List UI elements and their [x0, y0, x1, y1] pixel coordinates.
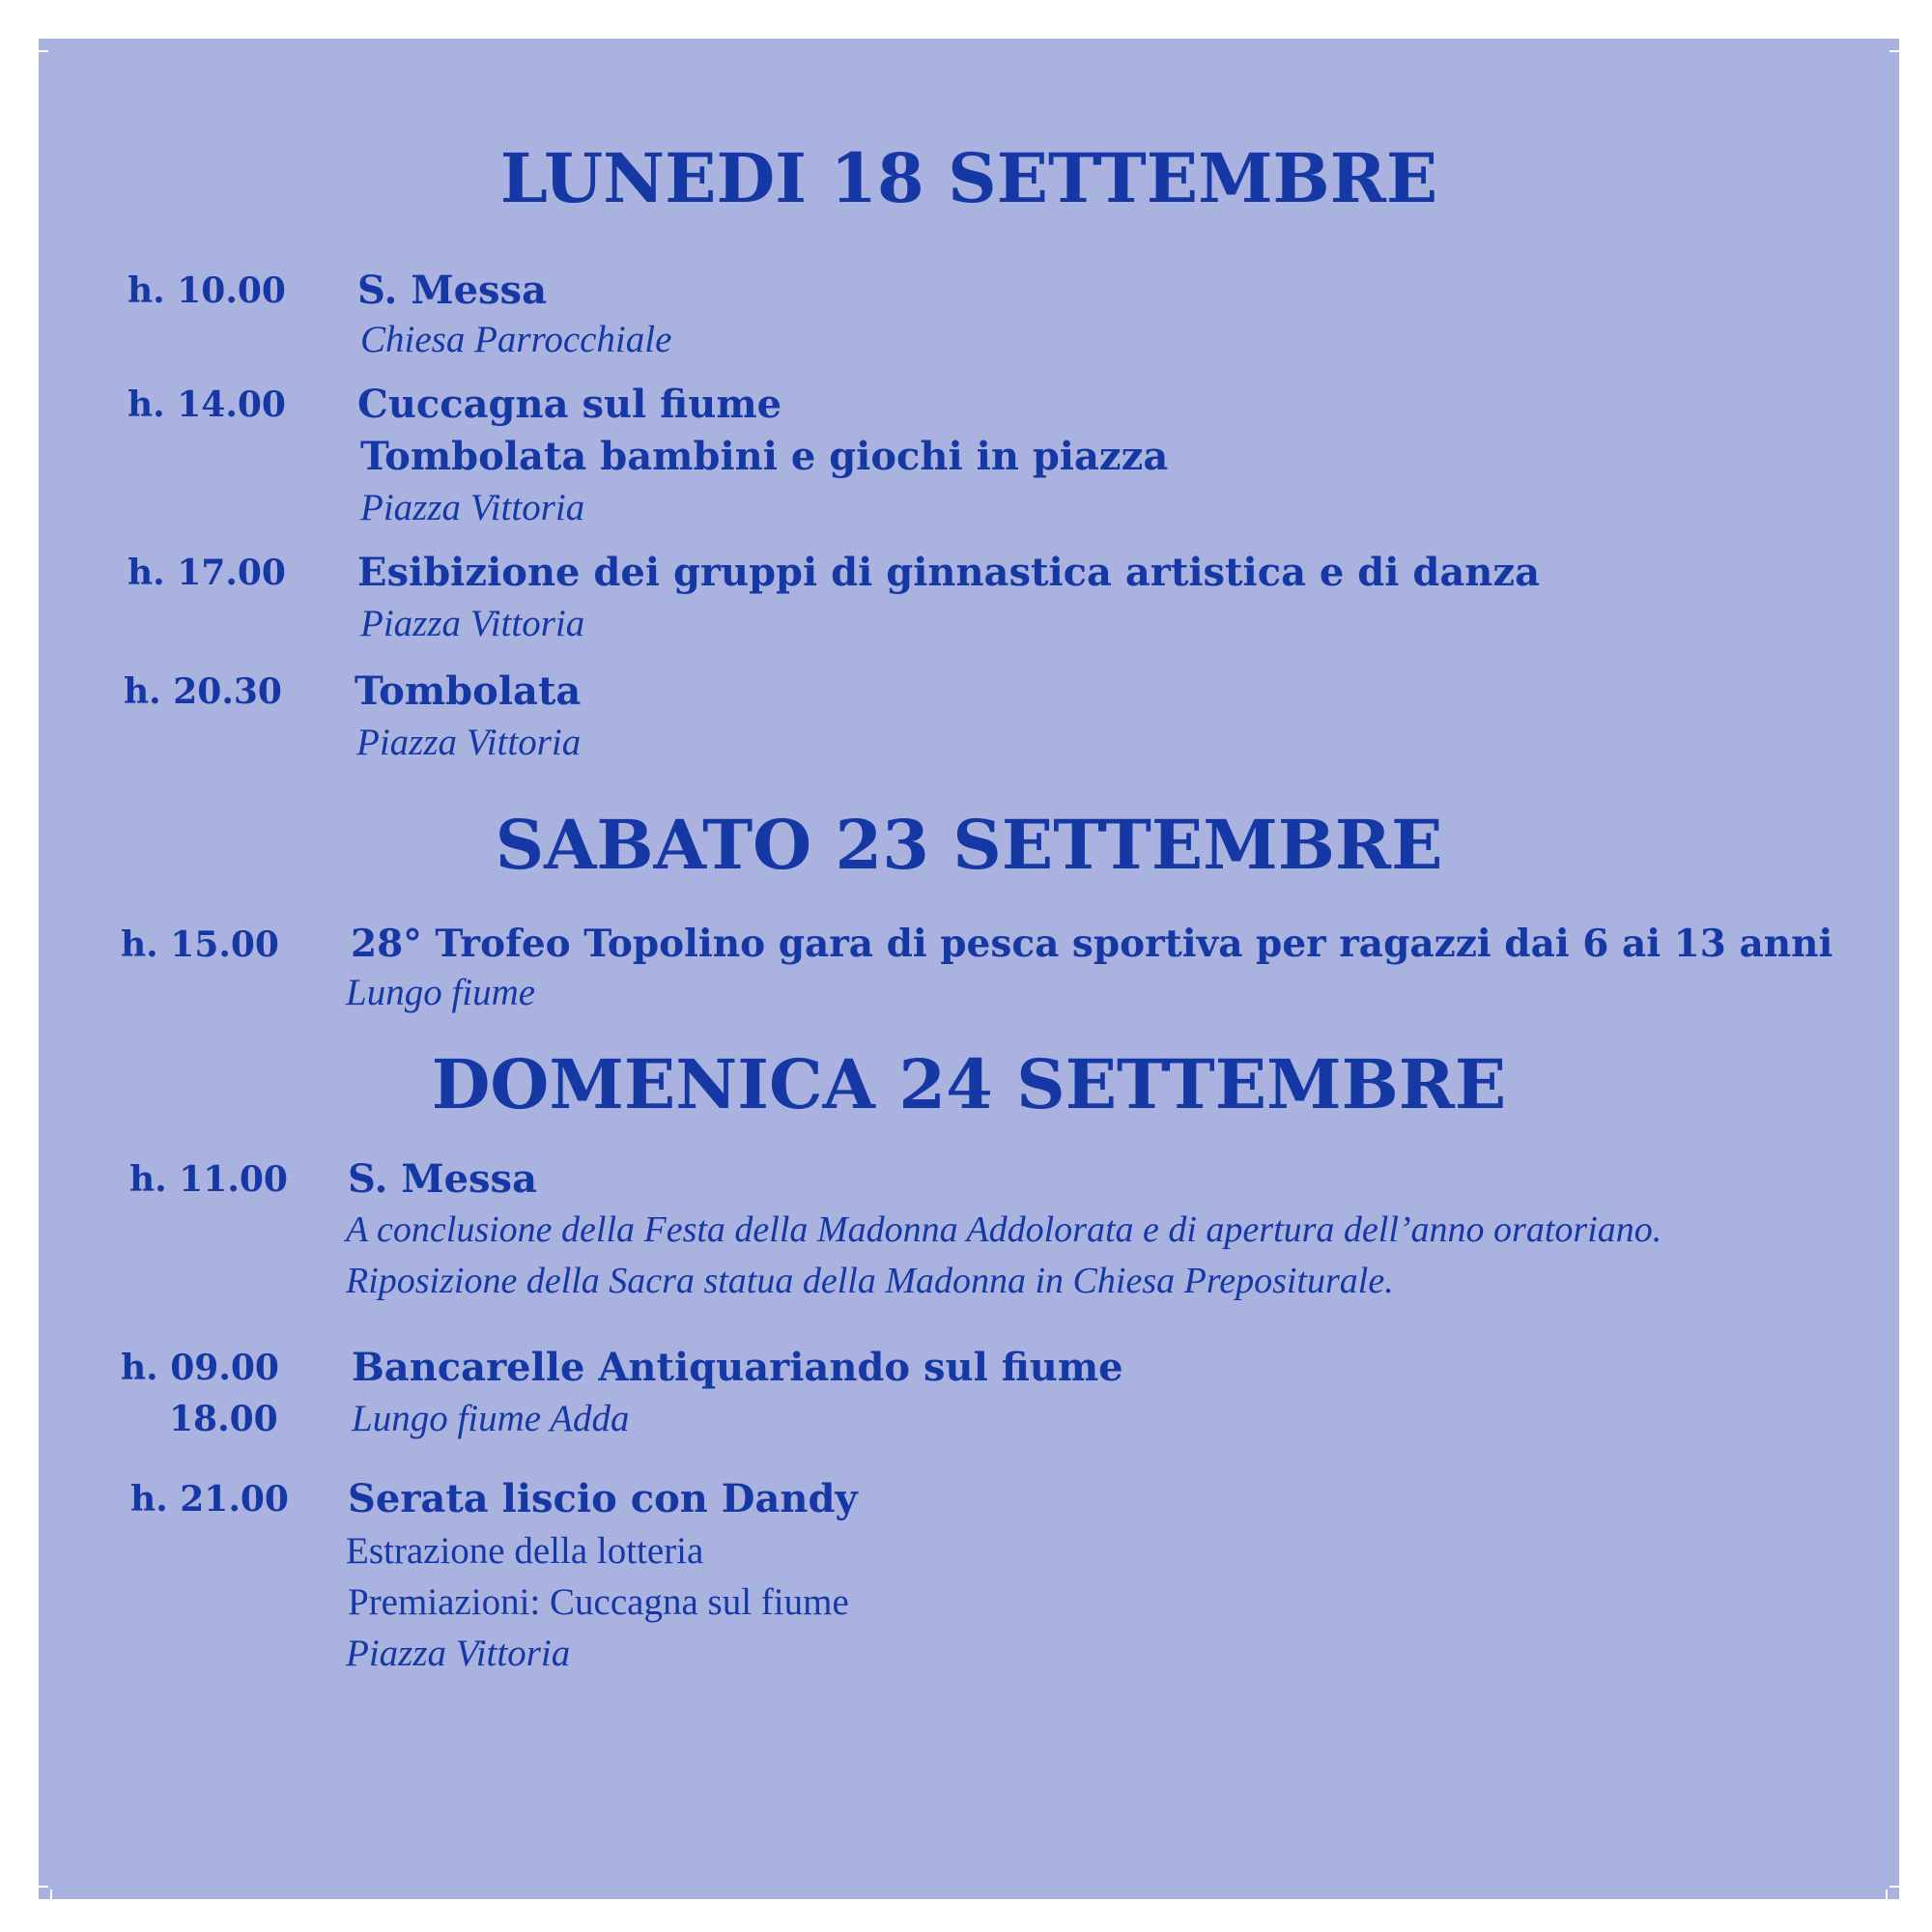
event-place: Piazza Vittoria	[346, 1633, 571, 1674]
day-heading-monday: LUNEDI 18 SETTEMBRE	[499, 138, 1438, 218]
crop-mark	[37, 50, 48, 52]
event-note: A conclusione della Festa della Madonna Addolorata e di apertura dell’anno oratoriano.	[346, 1209, 1662, 1250]
event-time-end: 18.00	[169, 1399, 278, 1439]
event-title: Bancarelle Antiquariando sul fiume	[352, 1345, 1123, 1390]
event-time: h. 20.30	[124, 671, 282, 712]
event-place: Chiesa Parrocchiale	[360, 319, 672, 360]
event-title: S. Messa	[357, 268, 547, 313]
crop-mark	[37, 1886, 48, 1888]
event-place: Piazza Vittoria	[360, 487, 585, 528]
event-time: h. 15.00	[121, 924, 279, 965]
event-place: Lungo fiume	[346, 972, 536, 1013]
event-title: Esibizione dei gruppi di ginnastica artistica e di danza	[357, 550, 1540, 595]
event-time: h. 21.00	[130, 1479, 289, 1520]
event-place: Piazza Vittoria	[356, 722, 582, 763]
crop-mark	[1889, 1886, 1901, 1888]
event-time: h. 09.00	[121, 1348, 279, 1388]
event-time: h. 11.00	[129, 1159, 288, 1200]
crop-mark	[1886, 1889, 1888, 1901]
event-title: Serata liscio con Dandy	[348, 1476, 858, 1521]
event-title: Cuccagna sul fiume	[357, 382, 782, 427]
event-title: 28° Trofeo Topolino gara di pesca sportiva per ragazzi dai 6 ai 13 anni	[351, 922, 1833, 966]
event-title: Tombolata bambini e giochi in piazza	[360, 434, 1169, 479]
program-panel	[39, 39, 1899, 1899]
event-time: h. 17.00	[128, 553, 286, 593]
event-time: h. 14.00	[128, 384, 286, 425]
event-note: Riposizione della Sacra statua della Madonna in Chiesa Prepositurale.	[346, 1261, 1394, 1301]
event-title: Tombolata	[355, 668, 582, 714]
day-heading-saturday: SABATO 23 SETTEMBRE	[495, 805, 1443, 885]
event-place: Lungo fiume Adda	[352, 1398, 630, 1439]
day-heading-sunday: DOMENICA 24 SETTEMBRE	[431, 1044, 1507, 1124]
event-place: Piazza Vittoria	[360, 603, 585, 644]
event-detail: Estrazione della lotteria	[346, 1530, 704, 1572]
event-title: S. Messa	[348, 1156, 537, 1202]
event-detail: Premiazioni: Cuccagna sul fiume	[348, 1581, 849, 1623]
crop-mark	[50, 1889, 52, 1901]
crop-mark	[1889, 50, 1901, 52]
event-time: h. 10.00	[128, 270, 286, 311]
